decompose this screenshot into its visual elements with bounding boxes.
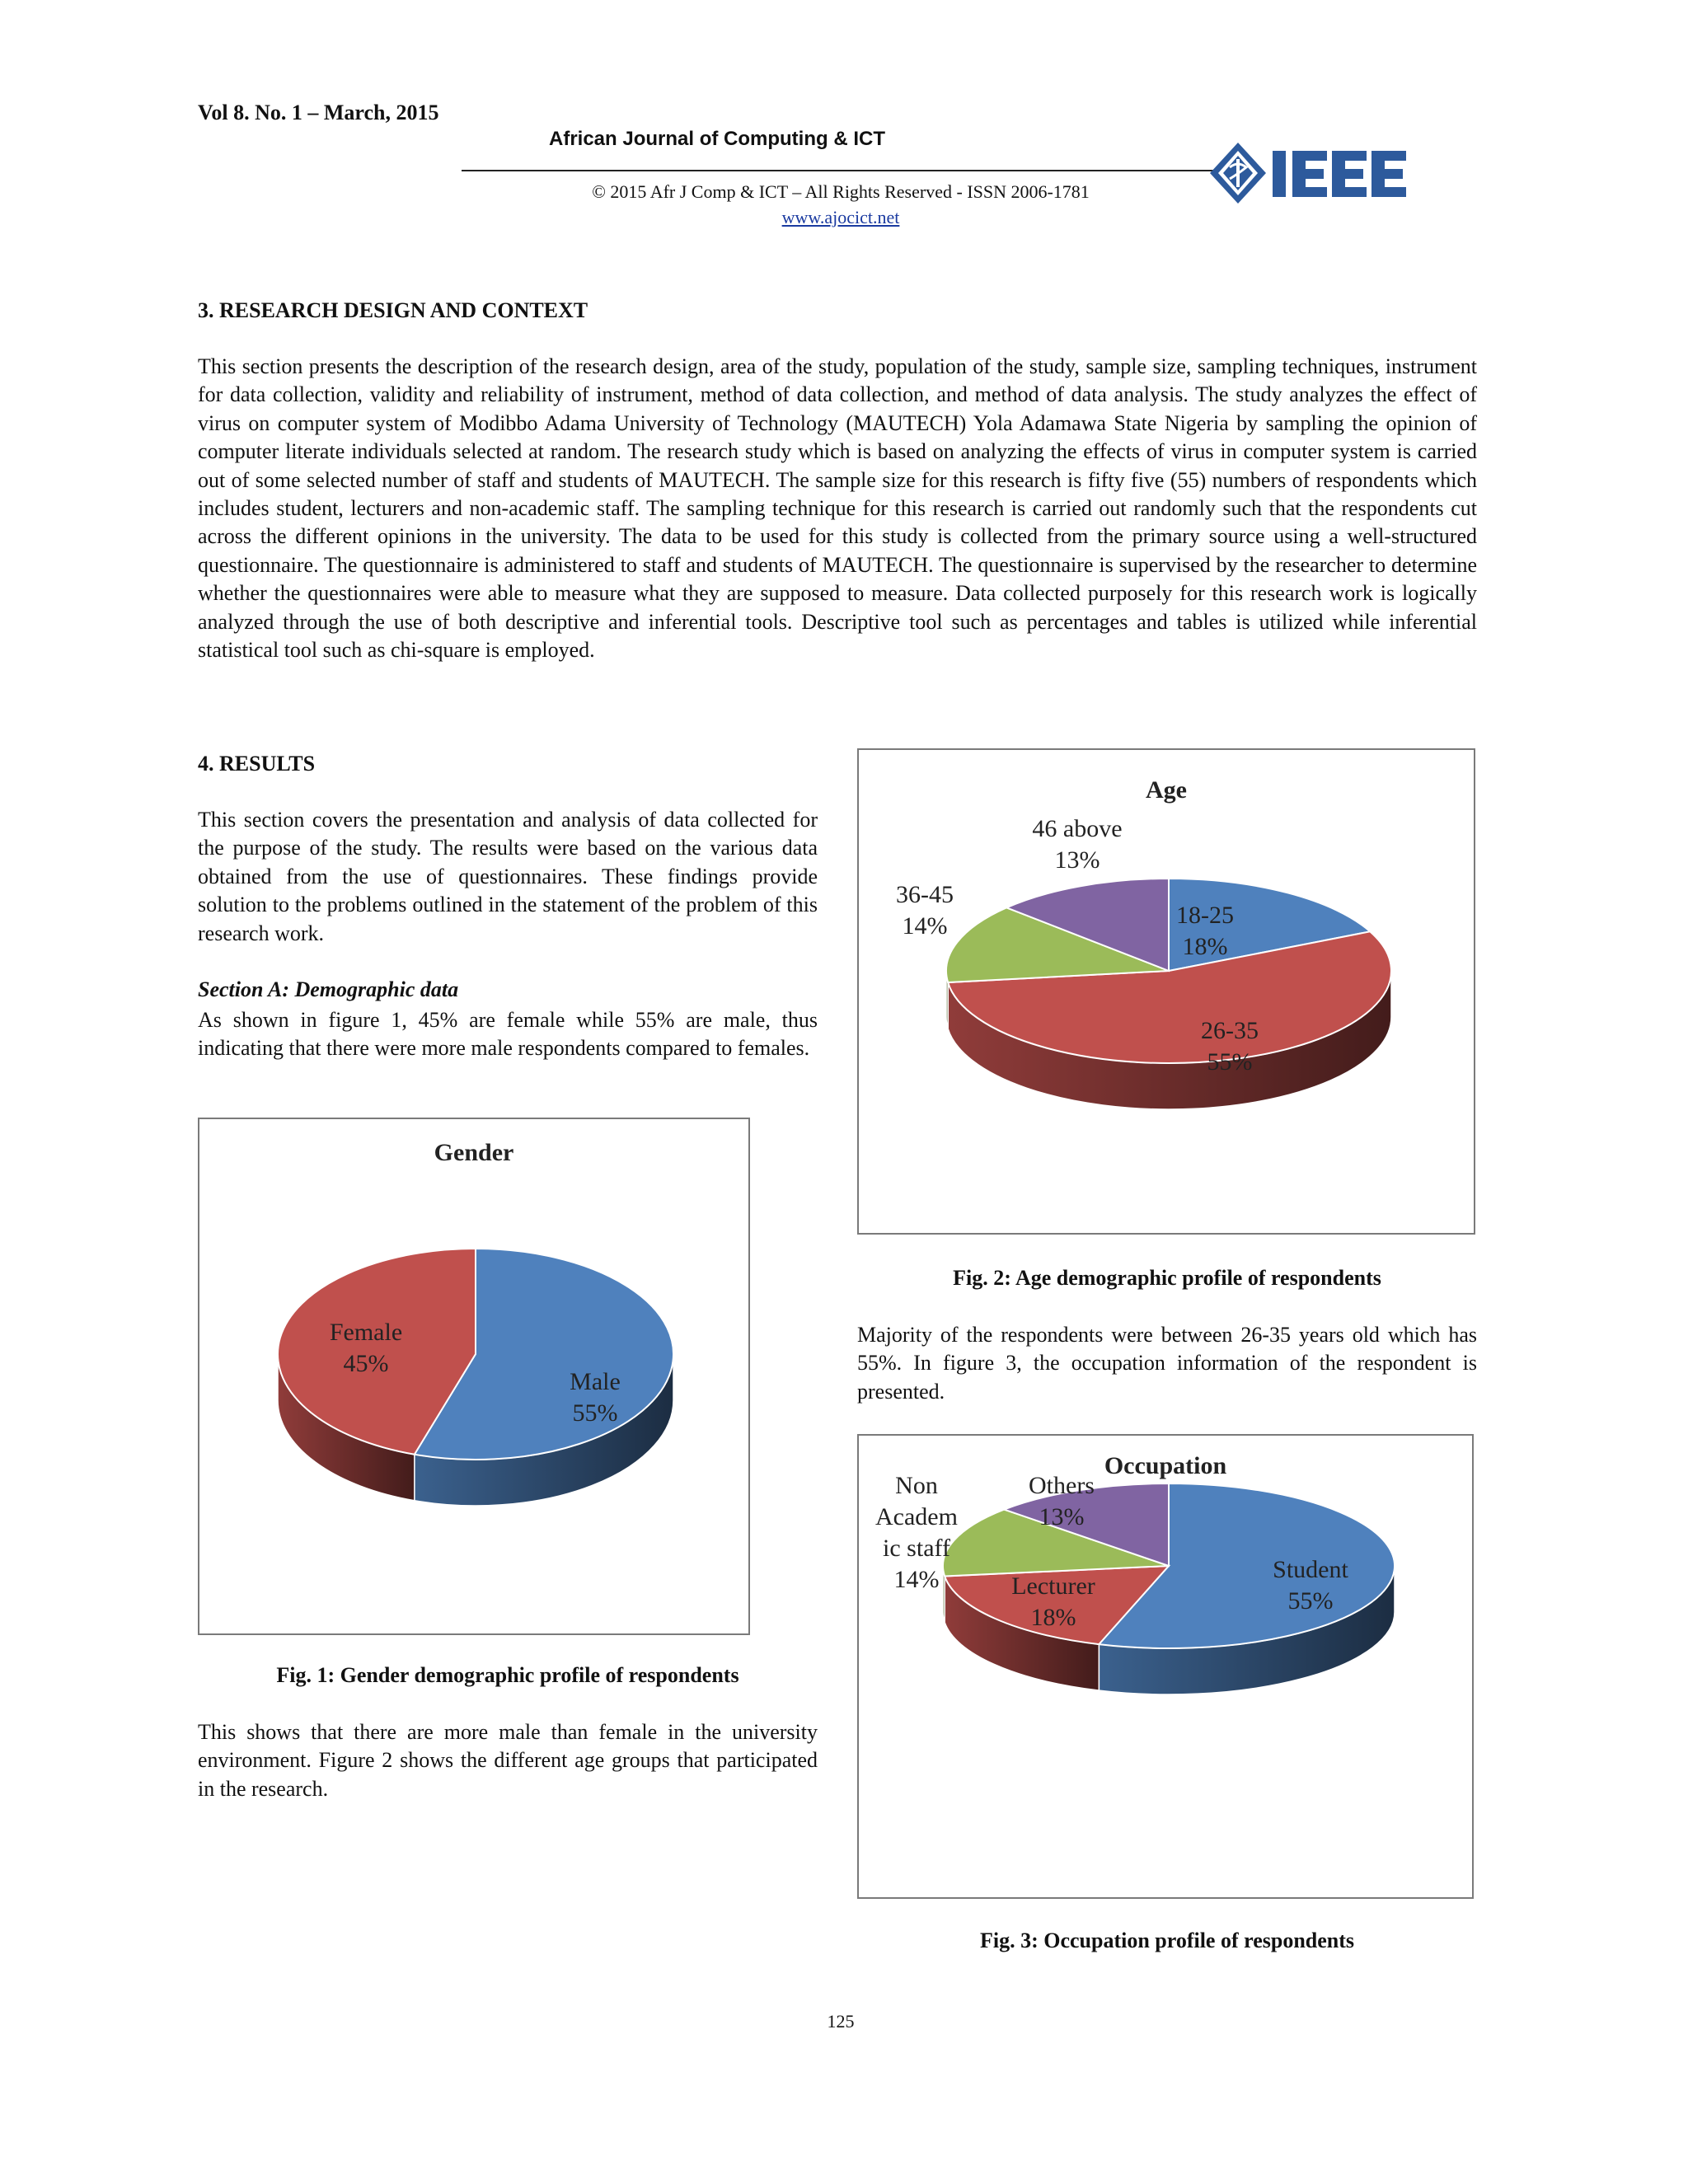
gender-pie-chart: [199, 1119, 748, 1633]
section3-body: This section presents the description of the research design, area of the study, population of the study, sample size, sampling techniques, instrument for data collection, validity and reliability of instrument, method of data collection, and method of data analysis. The study analyzes the effect of virus on computer system of Modibbo Adama University of Technology (MAUTECH) Yola Adamawa State Nigeria by sampling the opinion of computer literate individuals selected at random. The research study which is based on analyzing the effects of virus in computer system is carried out of some selected number of staff and students of MAUTECH. The sample size for this research is fifty five (55) numbers of respondents which includes student, lecturers and non-academic staff. The sampling technique for this research is carried out randomly such that the respondents cut across the different opinions in the university. The data to be used for this study is collected from the primary source using a well-structured questionnaire. The questionnaire is administered to staff and students of MAUTECH. The questionnaire is supervised by the researcher to determine whether the questionnaires were able to measure what they are supposed to measure. Data collected purposely for this research work is logically analyzed through the use of both descriptive and inferential tools. Descriptive tool such as percentages and tables is utilized while inferential statistical tool such as chi-square is employed.: [198, 354, 1477, 663]
ieee-logo: [1203, 136, 1409, 210]
occupation-pie-chart: [859, 1436, 1472, 1897]
slice-label-lecturer: Lecturer 18%: [1011, 1572, 1095, 1631]
demographic-subheading: Section A: Demographic data: [198, 977, 459, 1001]
slice-label-18-25: 18-25 18%: [1176, 902, 1234, 960]
results-intro: This section covers the presentation and analysis of data collected for the purpose of the study. The results were based on the various data obtained from the use of questionnaires. These findings provide solution to the problems outlined in the statement of the problem of this research work.: [198, 808, 818, 945]
journal-title: African Journal of Computing & ICT: [549, 128, 885, 150]
chart-title: Occupation: [1104, 1452, 1227, 1479]
slice-label-male: Male 55%: [570, 1368, 621, 1427]
volume-info: Vol 8. No. 1 – March, 2015: [198, 101, 439, 124]
occupation-chart-frame: [857, 1434, 1474, 1899]
slice-label-non-academ-ic-staff: Non Academ ic staff 14%: [875, 1472, 958, 1593]
age-pie-chart: [859, 750, 1474, 1233]
slice-label-36-45: 36-45 14%: [896, 881, 954, 940]
fig2-caption: Fig. 2: Age demographic profile of respondents: [953, 1266, 1381, 1290]
section3-heading: 3. RESEARCH DESIGN AND CONTEXT: [198, 298, 588, 322]
slice-label-female: Female 45%: [329, 1319, 403, 1377]
chart-title: Gender: [434, 1139, 514, 1166]
slice-label-26-35: 26-35 55%: [1201, 1017, 1259, 1076]
fig1-caption: Fig. 1: Gender demographic profile of respondents: [276, 1663, 739, 1687]
section4-heading: 4. RESULTS: [198, 752, 316, 776]
journal-website-link[interactable]: www.ajocict.net: [781, 207, 900, 227]
age-chart-frame: [857, 748, 1475, 1235]
fig3-caption: Fig. 3: Occupation profile of respondents: [979, 1929, 1355, 1952]
header-rule: [462, 170, 1220, 171]
slice-label-46-above: 46 above 13%: [1032, 815, 1123, 874]
page-number: 125: [827, 2011, 855, 2032]
chart-title: Age: [1146, 776, 1187, 804]
copyright-line: © 2015 Afr J Comp & ICT – All Rights Reserved - ISSN 2006-1781: [592, 181, 1090, 202]
ieee-logo-icon: [1203, 136, 1409, 210]
after-fig1-paragraph: This shows that there are more male than female in the university environment. Figure 2 shows the different age groups that participated in the research.: [198, 1720, 818, 1801]
demographic-paragraph: As shown in figure 1, 45% are female while 55% are male, thus indicating that there were more male respondents compared to females.: [198, 1008, 818, 1061]
gender-chart-frame: [198, 1118, 750, 1635]
slice-label-student: Student 55%: [1273, 1556, 1348, 1615]
slice-label-others: Others 13%: [1029, 1472, 1095, 1530]
after-fig2-paragraph: Majority of the respondents were between 26-35 years old which has 55%. In figure 3, the occupation information of the respondent is presented.: [857, 1323, 1477, 1404]
